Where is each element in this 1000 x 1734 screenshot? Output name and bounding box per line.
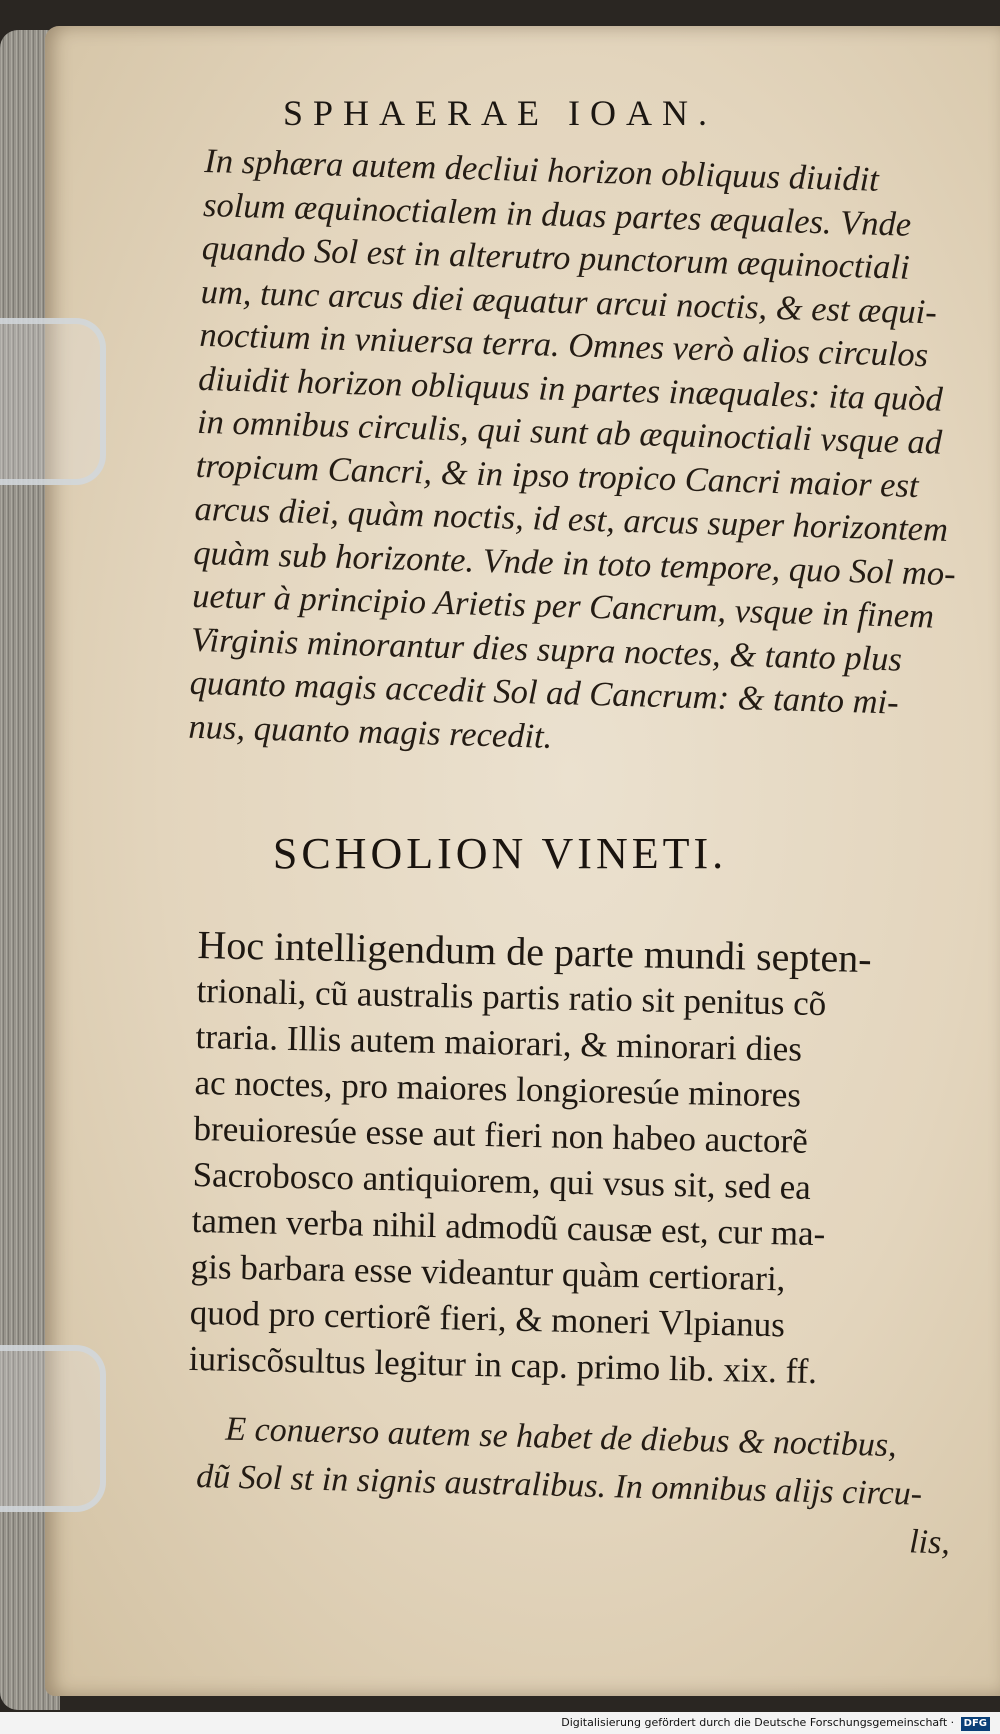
page-clip-bottom <box>0 1345 106 1512</box>
text-line: traria. Illis autem maiorari, & minorari dies <box>195 1016 803 1069</box>
scholion-text <box>188 922 967 1398</box>
text-line: solum æquinoctialem in duas partes æquales. Vnde <box>202 185 912 244</box>
text-line: diuidit horizon obliquus in partes inæquales: ita quòd <box>197 359 944 419</box>
text-line: breuioresúe esse aut fieri non habeo auctorẽ <box>193 1108 809 1161</box>
text-line: dũ Sol st in signis australibus. In omnibus alijs circu- <box>195 1457 923 1513</box>
text-line: trionali, cũ australis partis ratio sit penitus cõ <box>196 970 827 1024</box>
digitization-footer <box>0 1712 1000 1734</box>
page-clip-top <box>0 318 106 485</box>
text-line: Virginis minorantur dies supra noctes, & tanto plus <box>190 620 903 679</box>
text-line: tamen verba nihil admodũ causæ est, cur ma- <box>191 1200 826 1254</box>
text-line: arcus diei, quàm noctis, id est, arcus super horizontem <box>194 489 949 549</box>
text-line: ac noctes, pro maiores longioresúe minores <box>194 1062 802 1115</box>
text-line: quanto magis accedit Sol ad Cancrum: & tanto mi- <box>189 663 900 722</box>
text-line: tropicum Cancri, & in ipso tropico Cancri maior est <box>195 446 920 505</box>
text-line: In sphæra autem decliui horizon obliquus diuidit <box>203 141 880 199</box>
text-line: quando Sol est in alterutro punctorum æquinoctiali <box>201 228 911 287</box>
text-line: quàm sub horizonte. Vnde in toto tempore, quo Sol mo- <box>192 533 957 593</box>
lower-italic-text <box>194 1405 967 1568</box>
catchword: lis, <box>908 1523 951 1562</box>
text-line: Hoc intelligendum de parte mundi septen- <box>197 922 873 982</box>
text-line: quod pro certiorẽ fieri, & moneri Vlpianus <box>189 1292 786 1345</box>
text-line: uetur à principio Arietis per Cancrum, vsque in finem <box>191 576 935 636</box>
text-line: noctium in vniuersa terra. Omnes verò alios circulos <box>199 315 929 375</box>
text-line: nus, quanto magis recedit. <box>188 707 553 756</box>
funding-credit: Digitalisierung gefördert durch die Deutsche Forschungsgemeinschaft · <box>561 1716 955 1729</box>
dfg-logo: DFG <box>961 1717 990 1731</box>
running-head: SPHAERAE IOAN. <box>282 93 717 133</box>
text-line: um, tunc arcus diei æquatur arcui noctis, & est æqui- <box>200 272 938 331</box>
text-line: in omnibus circulis, qui sunt ab æquinoctiali vsque ad <box>196 402 943 462</box>
text-line: Sacrobosco antiquiorem, qui vsus sit, sed ea <box>192 1154 812 1207</box>
text-line: iuriscõsultus legitur in cap. primo lib. xix. ff. <box>188 1338 818 1392</box>
section-heading: SCHOLION VINETI. <box>272 829 728 878</box>
text-line: gis barbara esse videantur quàm certiorari, <box>190 1246 786 1299</box>
text-line: E conuerso autem se habet de diebus & noctibus, <box>224 1410 898 1465</box>
upper-italic-text <box>188 140 965 770</box>
